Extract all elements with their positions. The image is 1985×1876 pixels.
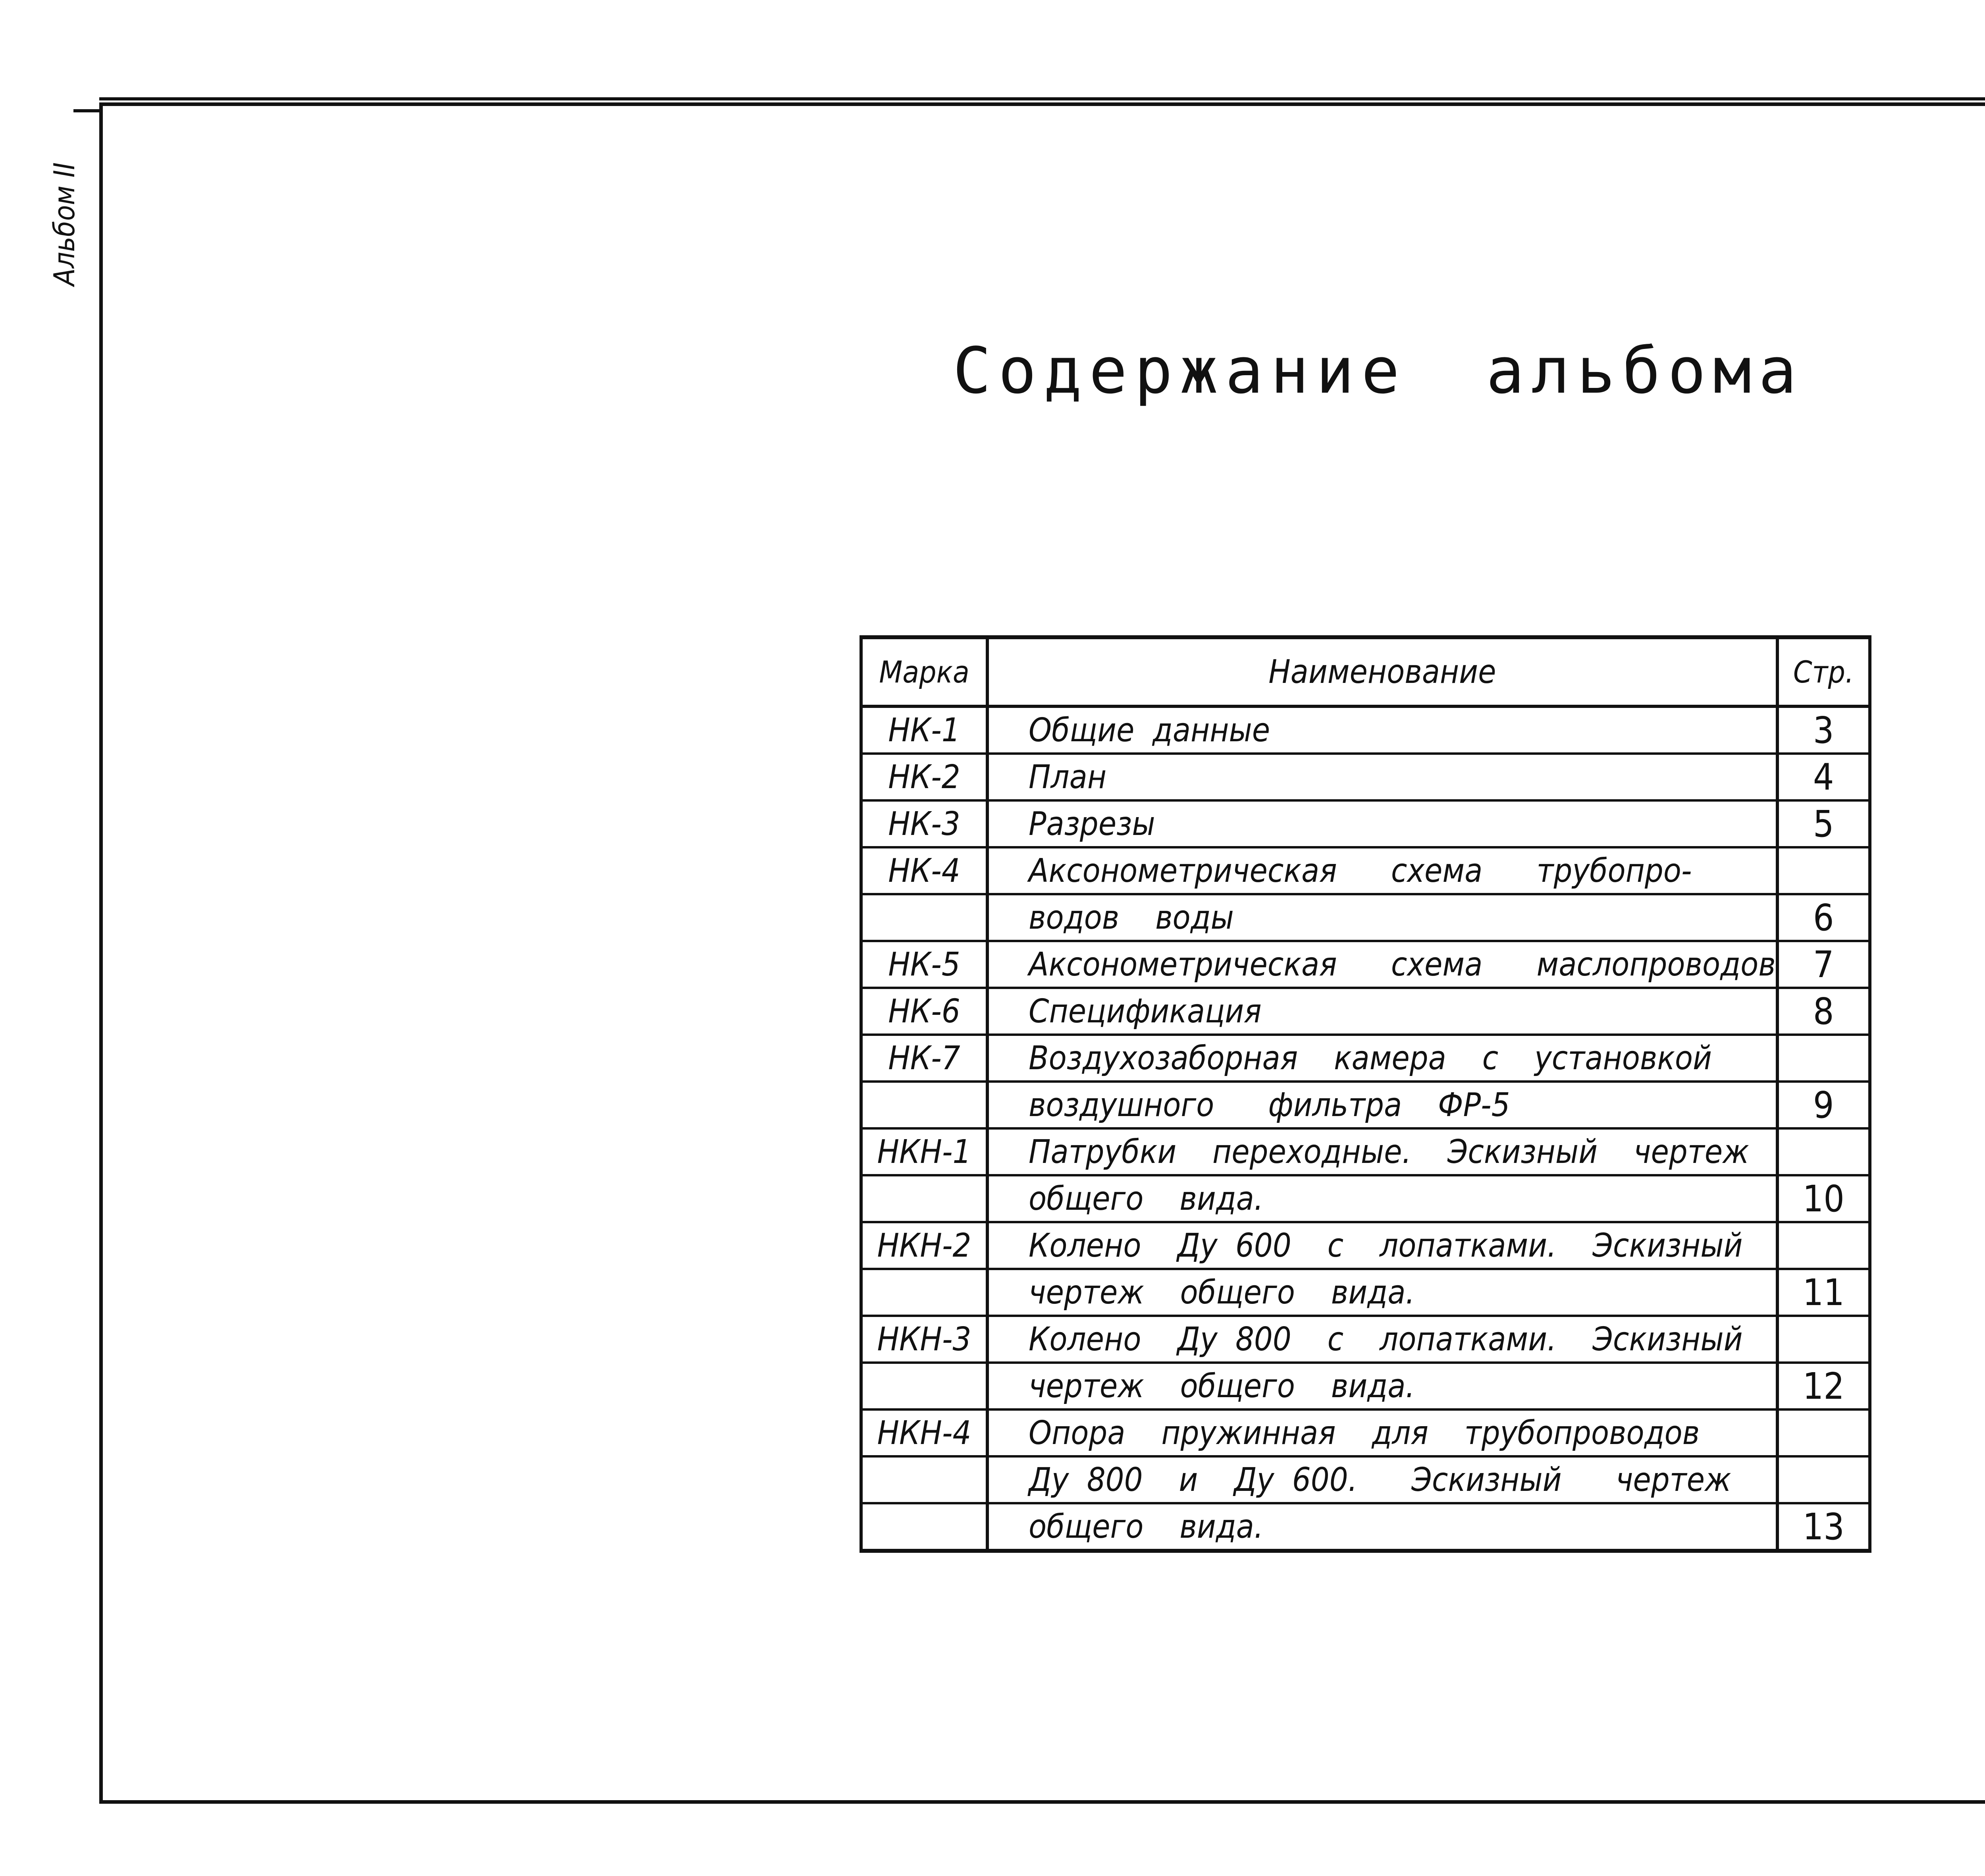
row-page [1777,1456,1870,1503]
frame-top-line [99,97,1985,100]
row-page: 7 [1777,941,1870,988]
row-name: Спецификация [987,988,1777,1035]
row-name: План [987,754,1777,800]
table-row [861,847,1870,894]
row-name: общего вида. [987,1503,1777,1551]
table-row [861,1409,1870,1456]
table-row [861,1363,1870,1409]
row-mark [861,1456,987,1503]
table-row [861,1035,1870,1082]
row-mark: НК-5 [861,941,987,988]
table-row [861,1316,1870,1363]
row-mark: НК-2 [861,754,987,800]
table-row [861,1128,1870,1175]
row-name: Колено Ду 800 с лопатками. Эскизный [987,1316,1777,1363]
row-mark: НКН-2 [861,1222,987,1269]
table-header-row [861,637,1870,706]
title-word-2: альбома [1486,334,1804,408]
row-mark: НК-6 [861,988,987,1035]
row-name: Воздухозаборная камера с установкой [987,1035,1777,1082]
row-mark [861,1269,987,1316]
row-name: Разрезы [987,800,1777,847]
table-row [861,1222,1870,1269]
row-name: чертеж общего вида. [987,1269,1777,1316]
row-name: воздушного фильтра ФР-5 [987,1082,1777,1128]
row-mark [861,1503,987,1551]
header-mark: Марка [861,637,987,706]
table-row [861,1175,1870,1222]
row-page: 4 [1777,754,1870,800]
row-mark: НКН-3 [861,1316,987,1363]
table-row [861,800,1870,847]
title-word-1: Содержание [953,334,1407,408]
row-mark [861,1175,987,1222]
page-title [953,334,1804,408]
row-name: водов воды [987,894,1777,941]
row-page [1777,1316,1870,1363]
row-mark [861,1082,987,1128]
row-name: Ду 800 и Ду 600. Эскизный чертеж [987,1456,1777,1503]
row-page: 9 [1777,1082,1870,1128]
album-label: Альбом II [48,162,81,286]
table-body [861,706,1870,1551]
row-page: 11 [1777,1269,1870,1316]
table-row [861,988,1870,1035]
table-row [861,1269,1870,1316]
row-page: 6 [1777,894,1870,941]
row-page: 10 [1777,1175,1870,1222]
table-row [861,1082,1870,1128]
table-row [861,941,1870,988]
row-name: Колено Ду 600 с лопатками. Эскизный [987,1222,1777,1269]
row-mark: НК-4 [861,847,987,894]
row-name: Общие данные [987,706,1777,754]
row-page [1777,1035,1870,1082]
row-mark: НКН-4 [861,1409,987,1456]
row-page: 13 [1777,1503,1870,1551]
margin-tick [73,109,101,112]
row-mark: НКН-1 [861,1128,987,1175]
row-mark: НК-7 [861,1035,987,1082]
contents-table [860,635,1871,1553]
row-name: Аксонометрическая схема трубопро- [987,847,1777,894]
row-mark [861,1363,987,1409]
row-name: Патрубки переходные. Эскизный чертеж [987,1128,1777,1175]
row-name: Аксонометрическая схема маслопроводов [987,941,1777,988]
row-page [1777,1222,1870,1269]
row-page [1777,1409,1870,1456]
row-page [1777,1128,1870,1175]
row-name: Опора пружинная для трубопроводов [987,1409,1777,1456]
row-page: 3 [1777,706,1870,754]
table-row [861,1503,1870,1551]
table-row [861,1456,1870,1503]
header-name: Наименование [987,637,1777,706]
header-page: Стр. [1777,637,1870,706]
row-mark [861,894,987,941]
row-mark: НК-3 [861,800,987,847]
row-name: чертеж общего вида. [987,1363,1777,1409]
table-row [861,706,1870,754]
row-name: общего вида. [987,1175,1777,1222]
row-page: 8 [1777,988,1870,1035]
row-page: 12 [1777,1363,1870,1409]
row-mark: НК-1 [861,706,987,754]
row-page: 5 [1777,800,1870,847]
row-page [1777,847,1870,894]
table-row [861,894,1870,941]
table-row [861,754,1870,800]
